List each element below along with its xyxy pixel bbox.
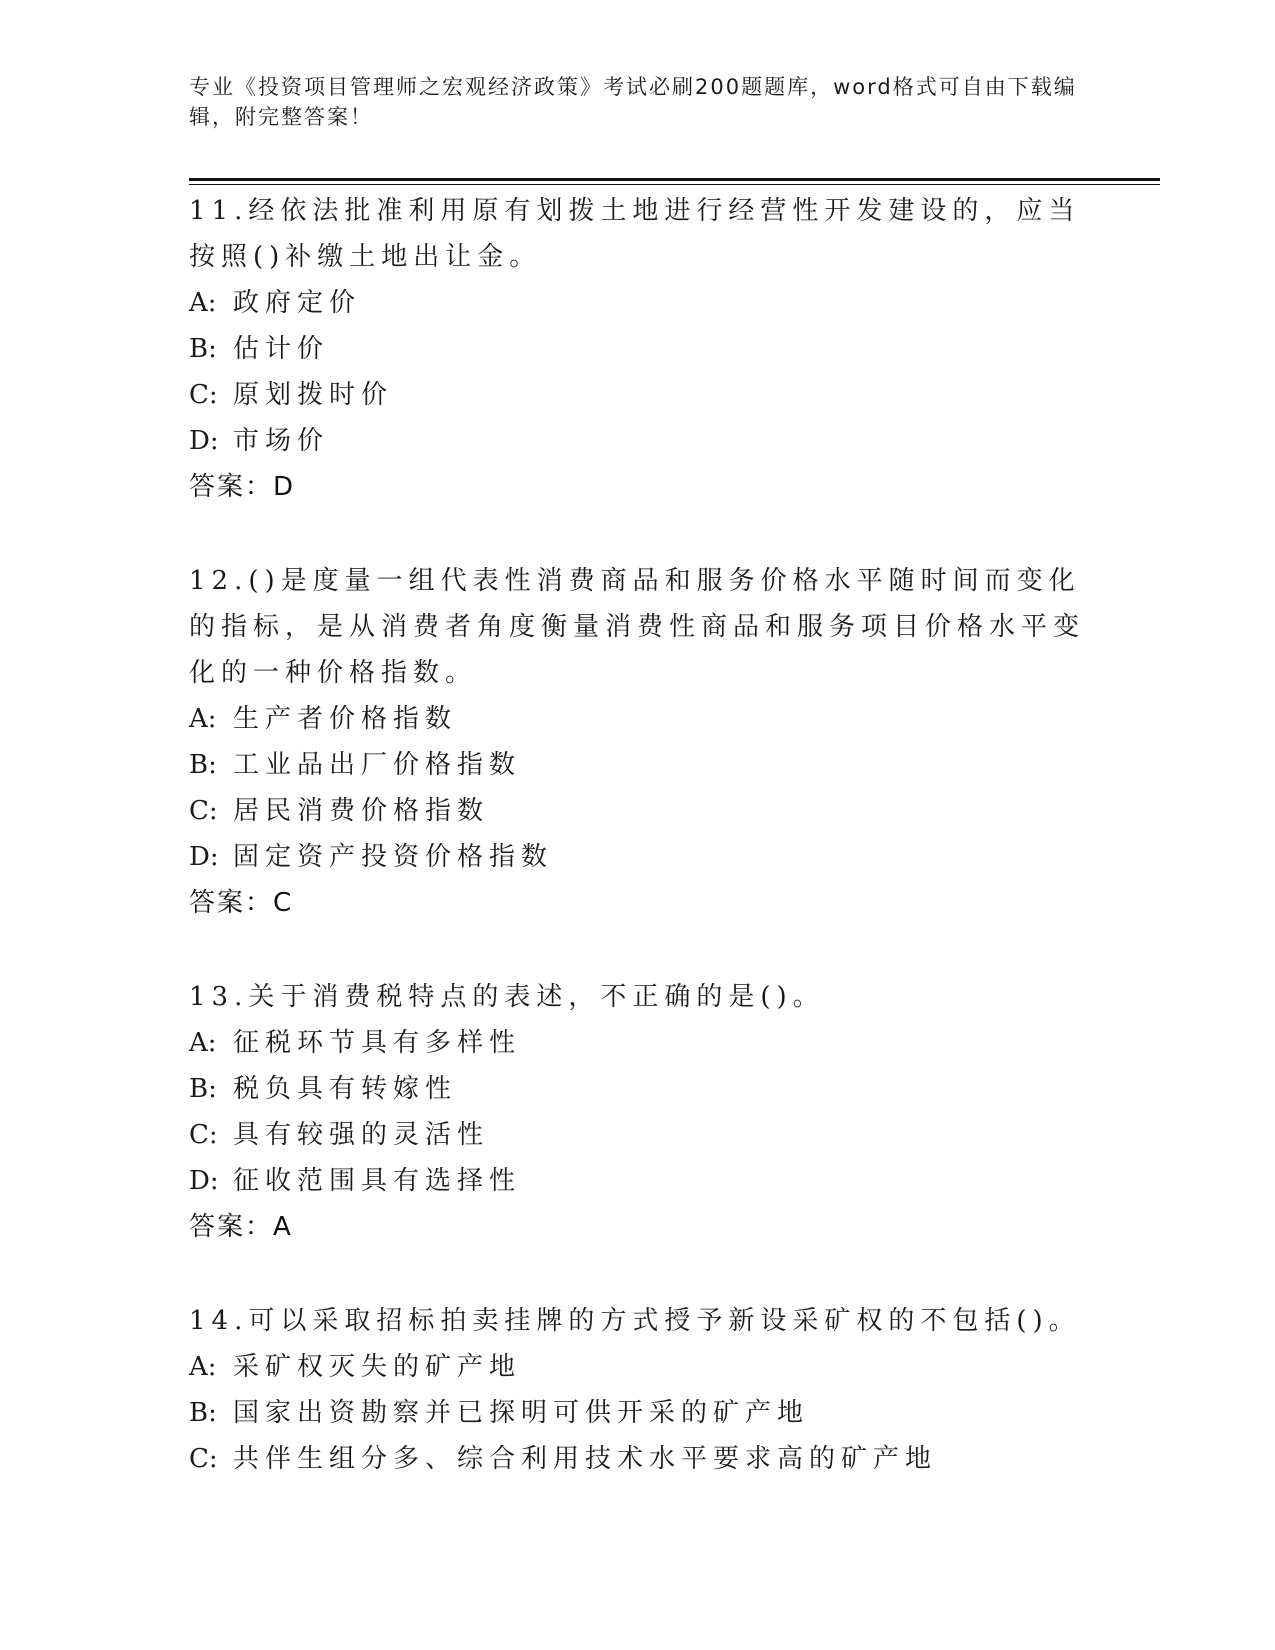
option-d bbox=[189, 1158, 1089, 1204]
question-text: 可以采取招标拍卖挂牌的方式授予新设采矿权的不包括()。 bbox=[248, 1306, 1081, 1336]
document-header: 专业《投资项目管理师之宏观经济政策》考试必刷200题题库，word格式可自由下载编辑，附完整答案！ bbox=[189, 75, 1077, 129]
question-stem bbox=[189, 1298, 1089, 1344]
header-divider-thick bbox=[189, 178, 1160, 181]
question-14 bbox=[189, 1298, 1089, 1482]
option-text: 政府定价 bbox=[233, 288, 362, 318]
option-c bbox=[189, 788, 1089, 834]
option-c bbox=[189, 1436, 1089, 1482]
question-stem bbox=[189, 558, 1089, 696]
option-b bbox=[189, 742, 1089, 788]
option-text: 共伴生组分多、综合利用技术水平要求高的矿产地 bbox=[233, 1444, 938, 1474]
option-text: 征税环节具有多样性 bbox=[233, 1028, 522, 1058]
option-text: 居民消费价格指数 bbox=[233, 796, 490, 826]
option-letter: D: bbox=[189, 842, 219, 872]
question-text: 经依法批准利用原有划拨土地进行经营性开发建设的，应当按照()补缴土地出让金。 bbox=[189, 196, 1081, 272]
option-letter: A: bbox=[189, 288, 217, 318]
option-letter: C: bbox=[189, 1120, 218, 1150]
option-a bbox=[189, 1344, 1089, 1390]
option-text: 具有较强的灵活性 bbox=[233, 1120, 490, 1150]
option-letter: C: bbox=[189, 1444, 218, 1474]
option-letter: A: bbox=[189, 1352, 217, 1382]
option-text: 生产者价格指数 bbox=[233, 704, 458, 734]
option-a bbox=[189, 280, 1089, 326]
question-stem bbox=[189, 974, 1089, 1020]
header-divider-thin bbox=[189, 184, 1160, 185]
option-a bbox=[189, 696, 1089, 742]
question-12 bbox=[189, 558, 1089, 926]
option-d bbox=[189, 834, 1089, 880]
option-letter: C: bbox=[189, 380, 218, 410]
question-number: 11. bbox=[189, 196, 249, 226]
option-text: 固定资产投资价格指数 bbox=[233, 842, 554, 872]
option-b bbox=[189, 1066, 1089, 1112]
option-letter: B: bbox=[189, 1398, 217, 1428]
question-text: ()是度量一组代表性消费商品和服务价格水平随时间而变化的指标，是从消费者角度衡量消费性商品和服务项目价格水平变化的一种价格指数。 bbox=[189, 566, 1086, 688]
option-b bbox=[189, 1390, 1089, 1436]
option-d bbox=[189, 418, 1089, 464]
question-number: 12. bbox=[189, 566, 249, 596]
question-number: 13. bbox=[189, 982, 249, 1012]
option-letter: B: bbox=[189, 750, 217, 780]
question-list bbox=[189, 188, 1089, 1530]
answer-line: 答案：A bbox=[189, 1212, 293, 1242]
option-text: 征收范围具有选择性 bbox=[233, 1166, 522, 1196]
option-c bbox=[189, 372, 1089, 418]
option-letter: C: bbox=[189, 796, 218, 826]
option-text: 估计价 bbox=[233, 334, 330, 364]
option-letter: A: bbox=[189, 704, 217, 734]
option-text: 国家出资勘察并已探明可供开采的矿产地 bbox=[233, 1398, 810, 1428]
option-text: 原划拨时价 bbox=[233, 380, 394, 410]
question-stem bbox=[189, 188, 1089, 280]
option-text: 市场价 bbox=[233, 426, 330, 456]
option-text: 税负具有转嫁性 bbox=[233, 1074, 458, 1104]
question-13 bbox=[189, 974, 1089, 1250]
option-b bbox=[189, 326, 1089, 372]
option-letter: B: bbox=[189, 334, 217, 364]
option-text: 采矿权灭失的矿产地 bbox=[233, 1352, 522, 1382]
option-letter: D: bbox=[189, 1166, 219, 1196]
option-letter: D: bbox=[189, 426, 219, 456]
option-a bbox=[189, 1020, 1089, 1066]
option-text: 工业品出厂价格指数 bbox=[233, 750, 522, 780]
option-letter: B: bbox=[189, 1074, 217, 1104]
question-number: 14. bbox=[189, 1306, 249, 1336]
question-text: 关于消费税特点的表述，不正确的是()。 bbox=[248, 982, 825, 1012]
answer-line: 答案：C bbox=[189, 888, 294, 918]
question-11 bbox=[189, 188, 1089, 510]
option-c bbox=[189, 1112, 1089, 1158]
answer-line: 答案：D bbox=[189, 472, 296, 502]
option-letter: A: bbox=[189, 1028, 217, 1058]
